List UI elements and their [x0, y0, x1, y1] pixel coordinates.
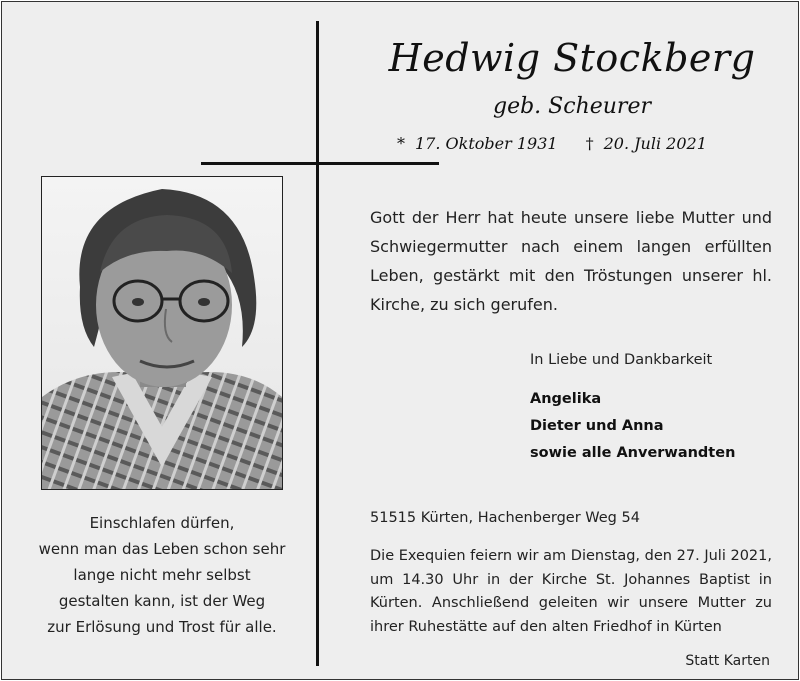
- death-dagger-icon: †: [585, 134, 594, 153]
- funeral-line: um 14.30 Uhr in der Kirche St. Johannes Baptist in: [370, 571, 772, 588]
- family-address: 51515 Kürten, Hachenberger Weg 54: [370, 510, 640, 526]
- maiden-name: geb. Scheurer: [493, 94, 651, 119]
- portrait-photo: [41, 176, 283, 490]
- obituary-card: [1, 1, 799, 680]
- announcement-line: Kirche, zu sich gerufen.: [370, 295, 558, 314]
- birth-date: 17. Oktober 1931: [415, 134, 558, 153]
- verse-line: lange nicht mehr selbst: [73, 566, 251, 584]
- cross-vertical-bar: [316, 21, 319, 666]
- verse-line: wenn man das Leben schon sehr: [38, 540, 286, 558]
- funeral-line: ihrer Ruhestätte auf den alten Friedhof in Kürten: [370, 618, 722, 635]
- mourner-name: Dieter und Anna: [530, 418, 664, 434]
- funeral-info: [370, 545, 772, 639]
- deceased-name: Hedwig Stockberg: [388, 36, 756, 80]
- verse-line: Einschlafen dürfen,: [89, 514, 235, 532]
- birth-star-icon: *: [397, 134, 405, 153]
- mourners-list: [530, 386, 735, 467]
- footer-note: Statt Karten: [685, 653, 770, 669]
- thanks-heading: In Liebe und Dankbarkeit: [530, 352, 713, 368]
- mourner-name: sowie alle Anverwandten: [530, 445, 736, 461]
- announcement-line: Gott der Herr hat heute unsere liebe Mutter und: [370, 208, 772, 227]
- announcement-line: Schwiegermutter nach einem langen erfüllten: [370, 237, 772, 256]
- life-dates: [397, 134, 707, 153]
- death-date: 20. Juli 2021: [603, 134, 707, 153]
- cross-horizontal-bar: [201, 162, 439, 165]
- mourner-name: Angelika: [530, 391, 602, 407]
- verse-line: gestalten kann, ist der Weg: [58, 592, 266, 610]
- verse-line: zur Erlösung und Trost für alle.: [47, 618, 277, 636]
- announcement-line: Leben, gestärkt mit den Tröstungen unserer hl.: [370, 266, 772, 285]
- funeral-line: Die Exequien feiern wir am Dienstag, den 27. Juli 2021,: [370, 548, 772, 564]
- memorial-verse: [32, 510, 292, 640]
- death-announcement: [370, 203, 772, 319]
- funeral-line: Kürten. Anschließend geleiten wir unsere Mutter zu: [370, 595, 772, 611]
